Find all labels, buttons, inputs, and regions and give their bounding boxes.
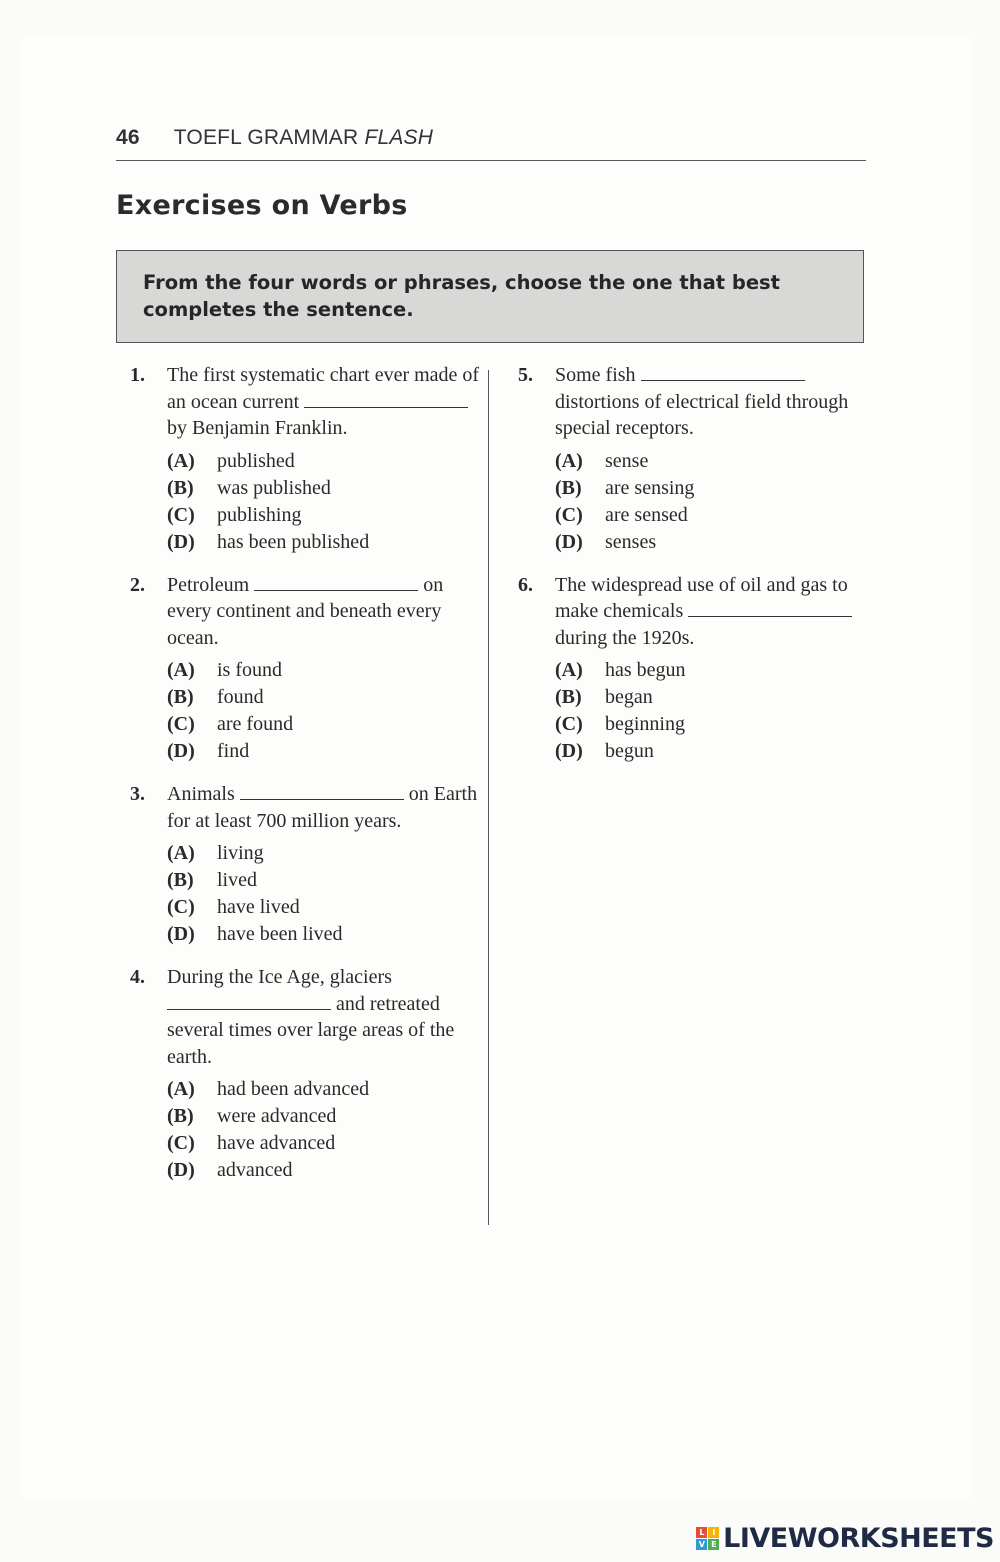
- stem-before: Petroleum: [167, 573, 250, 596]
- answer-blank[interactable]: [240, 782, 404, 800]
- option-letter: (C): [555, 503, 583, 526]
- book-title: TOEFL GRAMMAR: [173, 126, 359, 149]
- option-letter: (D): [167, 740, 195, 762]
- option-letter: (B): [167, 869, 194, 891]
- question-stem: [167, 964, 480, 1070]
- option-text: begun: [605, 740, 654, 762]
- option-d[interactable]: [167, 1157, 480, 1184]
- left-column: [130, 362, 480, 1200]
- question-number: 5.: [518, 364, 533, 386]
- instruction-box: [116, 250, 864, 343]
- option-text: have lived: [217, 896, 300, 918]
- option-letter: (B): [555, 686, 582, 708]
- option-text: was published: [217, 476, 331, 499]
- option-text: are sensed: [605, 503, 688, 526]
- stem-after: and retreated several times over large areas of the earth.: [167, 992, 455, 1068]
- page-number: 46: [116, 126, 140, 149]
- answer-blank[interactable]: [688, 599, 852, 617]
- book-title-flash: FLASH: [364, 126, 434, 149]
- option-text: has been published: [217, 530, 370, 553]
- question-4: [130, 964, 480, 1184]
- option-d[interactable]: [167, 738, 480, 765]
- option-d[interactable]: [167, 921, 480, 948]
- answer-blank[interactable]: [167, 992, 331, 1010]
- option-letter: (B): [167, 1105, 194, 1127]
- stem-after: on every continent and beneath every ocean.: [167, 573, 444, 649]
- option-letter: (A): [555, 449, 583, 472]
- option-letter: (C): [167, 713, 195, 735]
- option-c[interactable]: [555, 711, 868, 738]
- option-text: have been lived: [217, 923, 343, 945]
- stem-before: During the Ice Age, glaciers: [167, 966, 392, 988]
- option-a[interactable]: [555, 657, 868, 684]
- question-6: [518, 572, 868, 766]
- option-letter: (A): [167, 1078, 195, 1100]
- option-letter: (D): [167, 1159, 195, 1181]
- option-d[interactable]: [555, 738, 868, 765]
- option-text: were advanced: [217, 1105, 337, 1127]
- option-letter: (A): [167, 449, 195, 472]
- option-letter: (D): [555, 530, 583, 553]
- option-text: have advanced: [217, 1132, 336, 1154]
- answer-blank[interactable]: [641, 363, 805, 381]
- instruction-text: From the four words or phrases, choose the one that best completes the sentence.: [143, 271, 780, 321]
- logo-tile: V: [696, 1539, 707, 1550]
- stem-before: The first systematic chart ever made of an ocean current: [167, 364, 480, 413]
- option-a[interactable]: [555, 448, 868, 475]
- option-letter: (A): [167, 659, 195, 681]
- option-text: publishing: [217, 503, 302, 526]
- option-letter: (D): [167, 530, 195, 553]
- option-letter: (C): [555, 713, 583, 735]
- option-b[interactable]: [167, 867, 480, 894]
- question-stem: [167, 781, 480, 834]
- stem-after: on Earth for at least 700 million years.: [167, 783, 478, 832]
- question-stem: [555, 362, 868, 442]
- option-text: is found: [217, 659, 282, 681]
- option-text: had been advanced: [217, 1078, 370, 1100]
- answer-blank[interactable]: [304, 390, 468, 408]
- option-text: lived: [217, 869, 257, 891]
- option-text: are sensing: [605, 476, 695, 499]
- option-text: sense: [605, 449, 649, 472]
- question-stem: [167, 362, 480, 442]
- option-letter: (B): [555, 476, 582, 499]
- option-a[interactable]: [167, 840, 480, 867]
- option-list: [555, 448, 868, 556]
- stem-before: Animals: [167, 783, 235, 805]
- option-a[interactable]: [167, 1076, 480, 1103]
- option-text: beginning: [605, 713, 685, 735]
- stem-before: Some fish: [555, 364, 636, 386]
- option-text: are found: [217, 713, 294, 735]
- question-number: 3.: [130, 783, 145, 805]
- running-head: [116, 126, 866, 161]
- option-c[interactable]: [167, 1130, 480, 1157]
- stem-after: during the 1920s.: [555, 626, 695, 649]
- option-letter: (B): [167, 476, 194, 499]
- stem-after: distortions of electrical field through special receptors.: [555, 390, 849, 439]
- answer-blank[interactable]: [254, 573, 418, 591]
- option-b[interactable]: [555, 684, 868, 711]
- option-list: [167, 657, 480, 765]
- option-letter: (D): [167, 923, 195, 945]
- question-number: 6.: [518, 573, 533, 596]
- option-letter: (C): [167, 1132, 195, 1154]
- option-letter: (C): [167, 896, 195, 918]
- option-letter: (B): [167, 686, 194, 708]
- option-text: began: [605, 686, 653, 708]
- logo-tile: E: [708, 1539, 719, 1550]
- option-b[interactable]: [167, 1103, 480, 1130]
- option-d[interactable]: [555, 529, 868, 556]
- stem-after: by Benjamin Franklin.: [167, 417, 348, 439]
- option-list: [555, 657, 868, 765]
- option-d[interactable]: [167, 529, 480, 556]
- option-text: found: [217, 686, 264, 708]
- question-3: [130, 781, 480, 948]
- logo-tile: I: [708, 1527, 719, 1538]
- option-letter: (A): [167, 842, 195, 864]
- column-divider: [488, 370, 489, 1225]
- option-text: has begun: [605, 659, 686, 681]
- option-a[interactable]: [167, 448, 480, 475]
- option-a[interactable]: [167, 657, 480, 684]
- logo-text: LIVEWORKSHEETS: [723, 1523, 994, 1554]
- option-letter: (C): [167, 503, 195, 526]
- option-text: published: [217, 449, 295, 472]
- option-b[interactable]: [555, 475, 868, 502]
- option-list: [167, 448, 480, 556]
- option-b[interactable]: [167, 475, 480, 502]
- option-text: find: [217, 740, 250, 762]
- option-c[interactable]: [167, 894, 480, 921]
- option-letter: (A): [555, 659, 583, 681]
- question-2: [130, 572, 480, 766]
- option-text: senses: [605, 530, 657, 553]
- question-number: 1.: [130, 364, 145, 386]
- right-column: [518, 362, 868, 781]
- question-number: 2.: [130, 573, 145, 596]
- exercise-heading: Exercises on Verbs: [116, 190, 408, 221]
- question-stem: [555, 572, 868, 652]
- question-stem: [167, 572, 480, 652]
- question-5: [518, 362, 868, 556]
- option-letter: (D): [555, 740, 583, 762]
- option-c[interactable]: [167, 502, 480, 529]
- option-list: [167, 1076, 480, 1184]
- option-text: advanced: [217, 1159, 293, 1181]
- option-c[interactable]: [167, 711, 480, 738]
- option-text: living: [217, 842, 264, 864]
- option-list: [167, 840, 480, 948]
- option-c[interactable]: [555, 502, 868, 529]
- option-b[interactable]: [167, 684, 480, 711]
- stem-before: The widespread use of oil and gas to make chemicals: [555, 573, 848, 622]
- question-1: [130, 362, 480, 556]
- logo-mark-icon: [696, 1527, 719, 1550]
- question-number: 4.: [130, 966, 145, 988]
- liveworksheets-logo[interactable]: [696, 1523, 994, 1554]
- logo-tile: L: [696, 1527, 707, 1538]
